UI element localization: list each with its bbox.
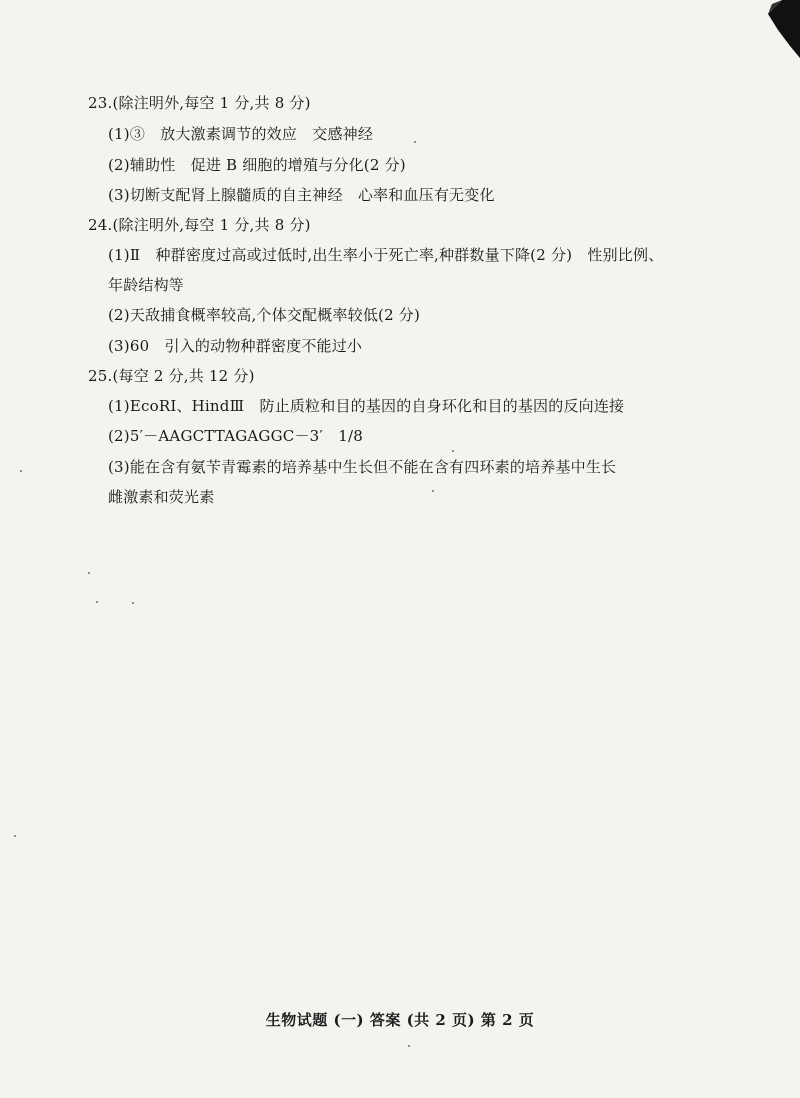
- page-footer: 生物试题 (一) 答案 (共 2 页) 第 2 页: [265, 1011, 535, 1029]
- q25-answer-1: (1)EcoRⅠ、HindⅢ 防止质粒和目的基因的自身环化和目的基因的反向连接: [108, 397, 625, 415]
- scan-speck: [88, 572, 90, 574]
- question-24-header: 24.(除注明外,每空 1 分,共 8 分): [88, 216, 311, 234]
- q23-answer-3: (3)切断支配肾上腺髓质的自主神经 心率和血压有无变化: [108, 186, 495, 204]
- q24-answer-2: (2)天敌捕食概率较高,个体交配概率较低(2 分): [108, 306, 421, 324]
- q25-answer-3: (3)能在含有氨苄青霉素的培养基中生长但不能在含有四环素的培养基中生长: [108, 458, 617, 476]
- question-25-header: 25.(每空 2 分,共 12 分): [88, 367, 255, 385]
- scan-speck: [20, 470, 22, 472]
- scan-speck: [452, 450, 454, 452]
- scan-speck: [408, 1045, 410, 1047]
- q23-answer-2: (2)辅助性 促进 B 细胞的增殖与分化(2 分): [108, 156, 406, 174]
- question-23-header: 23.(除注明外,每空 1 分,共 8 分): [88, 94, 311, 112]
- q24-answer-1-continued: 年龄结构等: [108, 276, 185, 294]
- q25-answer-2: (2)5′－AAGCTTAGAGGC－3′ 1/8: [108, 427, 363, 445]
- q25-answer-3-continued: 雌激素和荧光素: [108, 488, 215, 506]
- scan-speck: [132, 602, 134, 604]
- q24-answer-3: (3)60 引入的动物种群密度不能过小: [108, 337, 363, 355]
- scan-speck: [414, 141, 416, 143]
- folded-corner-mark: [720, 0, 800, 60]
- q23-answer-1: (1)③ 放大激素调节的效应 交感神经: [108, 125, 374, 143]
- scan-speck: [432, 490, 434, 492]
- scan-speck: [14, 835, 16, 837]
- q24-answer-1: (1)Ⅱ 种群密度过高或过低时,出生率小于死亡率,种群数量下降(2 分) 性别比例、: [108, 246, 664, 264]
- scan-speck: [96, 601, 98, 603]
